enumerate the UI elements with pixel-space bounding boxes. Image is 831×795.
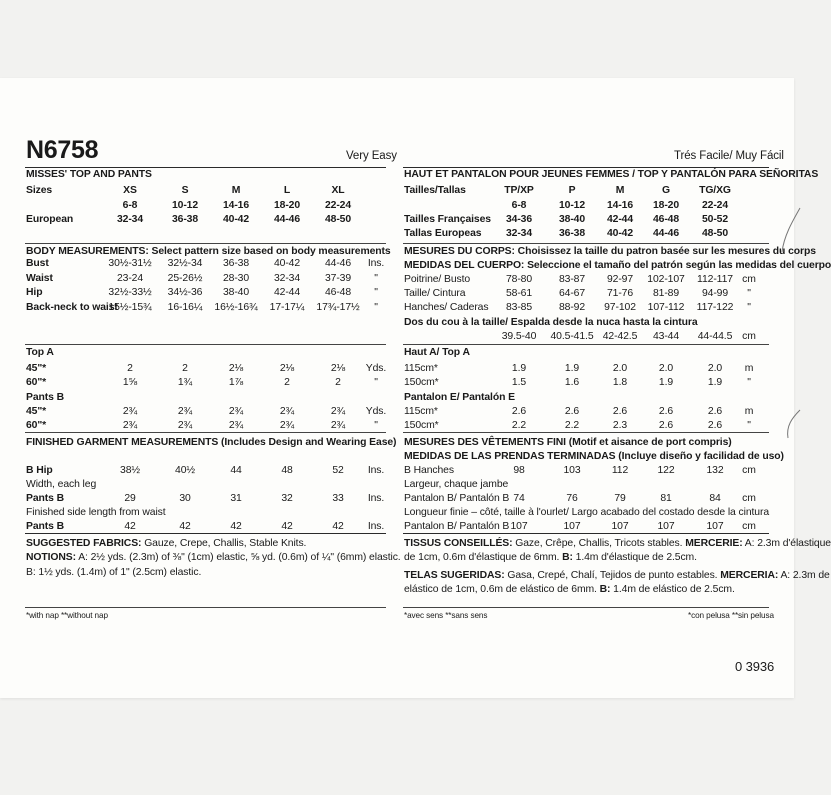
- pants-b-row-value: 2¾: [177, 406, 193, 417]
- top-a-row-value: 1⅞: [228, 377, 244, 388]
- finished-width-intl-value: 74: [513, 493, 525, 504]
- finished-b-hip-value: 44: [230, 465, 242, 476]
- european-size: 48-50: [324, 214, 352, 225]
- pants-b-row-value: 2¾: [228, 406, 244, 417]
- nap-footnote: *with nap **without nap: [26, 611, 108, 620]
- side-length-label: Finished side length from waist: [26, 507, 166, 518]
- finished-length-intl-value: 107: [706, 521, 724, 532]
- body-row-value: 44-46: [324, 258, 352, 269]
- pants-b-row-intl-unit: m: [744, 406, 754, 417]
- body-row-value: 40-42: [273, 258, 301, 269]
- section-heading: MISSES' TOP AND PANTS: [26, 169, 152, 180]
- size-range-intl: 14-16: [606, 200, 634, 211]
- finished-pants-width-value: 33: [332, 493, 344, 504]
- french-size: 42-44: [606, 214, 634, 225]
- top-a-row-intl-value: 1.9: [707, 377, 723, 388]
- european-size: 32-34: [116, 214, 144, 225]
- finished-pants-length-label: Pants B: [26, 521, 64, 532]
- pants-b-row-intl-value: 2.6: [707, 406, 723, 417]
- finished-b-hip-value: 38½: [120, 465, 140, 476]
- notions-line-2: B: 1½ yds. (1.4m) of 1" (2.5cm) elastic.: [26, 567, 202, 578]
- body-row-intl-unit: ": [747, 302, 751, 313]
- finished-hanches-unit: cm: [742, 465, 756, 476]
- finished-width-intl-value: 76: [566, 493, 578, 504]
- size-range-intl: 10-12: [558, 200, 586, 211]
- size-range: 22-24: [324, 200, 352, 211]
- top-a-row-intl-value: 1.9: [658, 377, 674, 388]
- size-range: 6-8: [122, 200, 138, 211]
- french-sizes-label: Tailles Françaises: [404, 214, 491, 225]
- top-a-row-intl-value: 1.6: [564, 377, 580, 388]
- body-row-intl-value: 102-107: [647, 274, 685, 285]
- finished-hanches-label: B Hanches: [404, 465, 454, 476]
- pants-b-row-intl-value: 2.6: [658, 406, 674, 417]
- body-row-value: 25-26½: [167, 273, 203, 284]
- top-a-row-intl-value: 2.0: [707, 363, 723, 374]
- body-row-value: 34½-36: [167, 287, 203, 298]
- finished-width-intl-value: 79: [614, 493, 626, 504]
- european-size: 44-46: [273, 214, 301, 225]
- notions-label: NOTIONS:: [26, 552, 76, 563]
- body-row-label: Back-neck to waist: [26, 302, 118, 313]
- body-row-intl-value: 78-80: [505, 274, 533, 285]
- finished-pants-width-value: 29: [124, 493, 136, 504]
- pants-b-row-value: 2¾: [330, 420, 346, 431]
- finished-length-intl-value: 107: [563, 521, 581, 532]
- top-a-row-label: 60"*: [26, 377, 47, 388]
- body-row-value: 17¾-17½: [316, 302, 360, 313]
- finished-pants-length-value: 42: [230, 521, 242, 532]
- notions-text: A: 2½ yds. (2.3m) of ⅜" (1cm) elastic, ⅝ yd. (0.6m) of ¼" (6mm) elastic.: [76, 552, 401, 563]
- finished-heading-es: MEDIDAS DE LAS PRENDAS TERMINADAS (Incluye diseño y facilidad de uso): [404, 451, 784, 462]
- european-size-intl: 40-42: [606, 228, 634, 239]
- finished-hanches-value: 98: [513, 465, 525, 476]
- body-row-intl-value: 112-117: [697, 274, 733, 285]
- body-row-value: 15½-15¾: [108, 302, 152, 313]
- top-a-row-intl-unit: m: [744, 363, 754, 374]
- finished-pants-length-value: 42: [332, 521, 344, 532]
- pants-b-row-label: 60"*: [26, 420, 47, 431]
- es-notions-text: A: 2.3m de: [778, 570, 830, 581]
- body-row-value: 32½-33½: [108, 287, 152, 298]
- width-label: Width, each leg: [26, 479, 97, 490]
- finished-b-hip-value: 48: [281, 465, 293, 476]
- european-size-intl: 32-34: [505, 228, 533, 239]
- pants-b-row-intl-value: 2.6: [658, 420, 674, 431]
- finished-length-intl-value: 107: [611, 521, 629, 532]
- body-row-intl-label: Hanches/ Caderas: [404, 302, 489, 313]
- finished-width-intl-label: Pantalon B/ Pantalón B: [404, 493, 510, 504]
- pants-b-row-label: 45"*: [26, 406, 47, 417]
- body-row-value: 46-48: [324, 287, 352, 298]
- size-code: XS: [123, 185, 137, 196]
- top-a-row-value: 2⅛: [279, 363, 295, 374]
- fr-fabrics-text: Gaze, Crêpe, Challis, Tricots stables.: [512, 538, 686, 549]
- european-size-intl: 44-46: [652, 228, 680, 239]
- size-range-intl: 6-8: [511, 200, 527, 211]
- body-row-intl-value: 92-97: [606, 274, 634, 285]
- pants-b-row-intl-value: 2.3: [612, 420, 628, 431]
- finished-pants-width-unit: Ins.: [367, 493, 385, 504]
- pants-b-heading: Pants B: [26, 392, 64, 403]
- pants-b-row-intl-unit: ": [747, 420, 751, 431]
- width-label-intl: Largeur, chaque jambe: [404, 479, 509, 490]
- es-fabrics-text: Gasa, Crepé, Chalí, Tejidos de punto estables.: [504, 570, 721, 581]
- top-a-row-unit: ": [374, 377, 378, 388]
- fr-line2-rest: 1.4m d'élastique de 2.5cm.: [572, 552, 697, 563]
- finished-pants-length-unit: Ins.: [367, 521, 385, 532]
- size-code: L: [283, 185, 291, 196]
- body-row-value: 32-34: [273, 273, 301, 284]
- french-size: 46-48: [652, 214, 680, 225]
- body-row-value: 16½-16¾: [214, 302, 258, 313]
- body-row-value: 32½-34: [167, 258, 203, 269]
- pants-b-row-unit: Yds.: [365, 406, 387, 417]
- body-row-intl-unit: ": [747, 288, 751, 299]
- finished-width-intl-value: 84: [709, 493, 721, 504]
- top-a-row-value: 2⅛: [330, 363, 346, 374]
- top-a-row-intl-value: 1.9: [511, 363, 527, 374]
- pants-b-row-unit: ": [374, 420, 378, 431]
- body-row-unit: ": [374, 302, 378, 313]
- fr-notions-text: A: 2.3m d'élastique: [742, 538, 831, 549]
- body-heading-es: MEDIDAS DEL CUERPO: Seleccione el tamaño del patrón según las medidas del cuerpo: [404, 260, 831, 271]
- es-fabrics-label: TELAS SUGERIDAS:: [404, 570, 505, 581]
- pants-b-row-value: 2¾: [279, 420, 295, 431]
- finished-b-hip-value: 40½: [175, 465, 195, 476]
- body-row-value: 42-44: [273, 287, 301, 298]
- garment-sketch-edge: [778, 200, 802, 460]
- top-a-heading-intl: Haut A/ Top A: [404, 347, 470, 358]
- finished-b-hip-unit: Ins.: [367, 465, 385, 476]
- french-size: 50-52: [701, 214, 729, 225]
- length-label-intl: Longueur finie – côté, taille à l'ourlet/ Largo acabado del costado desde la cintura: [404, 507, 770, 518]
- top-a-row-intl-value: 1.5: [511, 377, 527, 388]
- finished-length-intl-unit: cm: [742, 521, 756, 532]
- body-row-intl-unit: cm: [742, 274, 756, 285]
- fabrics-label: SUGGESTED FABRICS:: [26, 538, 142, 549]
- back-neck-value-intl: 40.5-41.5: [550, 331, 594, 342]
- top-a-row-value: 2: [127, 363, 133, 374]
- finished-hanches-value: 112: [611, 465, 629, 476]
- finished-width-intl-unit: cm: [742, 493, 756, 504]
- fr-notions-label: MERCERIE:: [685, 538, 743, 549]
- french-size: 38-40: [558, 214, 586, 225]
- suggested-fabrics: [26, 538, 306, 550]
- body-row-intl-value: 58-61: [505, 288, 533, 299]
- pants-b-row-value: 2¾: [122, 406, 138, 417]
- pants-b-row-intl-label: 115cm*: [404, 406, 438, 417]
- top-a-row-intl-value: 2.0: [612, 363, 628, 374]
- french-size: 34-36: [505, 214, 533, 225]
- finished-pants-width-value: 32: [281, 493, 293, 504]
- body-row-intl-value: 64-67: [558, 288, 586, 299]
- top-a-row-intl-label: 150cm*: [404, 377, 439, 388]
- body-row-intl-value: 83-87: [558, 274, 586, 285]
- finished-width-intl-value: 81: [660, 493, 672, 504]
- size-code-intl: TP/XP: [504, 185, 534, 196]
- back-neck-value-intl: 42-42.5: [602, 331, 638, 342]
- body-row-value: 17-17¼: [269, 302, 305, 313]
- top-a-row-intl-value: 1.8: [612, 377, 628, 388]
- size-code-intl: M: [615, 185, 625, 196]
- pattern-number: N6758: [26, 136, 99, 164]
- body-row-value: 30½-31½: [108, 258, 152, 269]
- finished-measurements-heading: FINISHED GARMENT MEASUREMENTS (Includes Design and Wearing Ease): [26, 437, 397, 448]
- body-row-unit: ": [374, 273, 378, 284]
- finished-length-intl-value: 107: [510, 521, 528, 532]
- finished-hanches-value: 103: [563, 465, 581, 476]
- body-row-unit: Ins.: [367, 258, 385, 269]
- back-neck-value-intl: 39.5-40: [501, 331, 537, 342]
- size-range-intl: 18-20: [652, 200, 680, 211]
- fr-line2-b: B:: [562, 552, 573, 563]
- back-neck-label-intl: Dos du cou à la taille/ Espalda desde la nuca hasta la cintura: [404, 317, 698, 328]
- pants-b-row-intl-label: 150cm*: [404, 420, 439, 431]
- body-row-intl-value: 94-99: [701, 288, 729, 299]
- back-neck-value-intl: 44-44.5: [697, 331, 733, 342]
- pants-b-row-value: 2¾: [228, 420, 244, 431]
- size-range: 18-20: [273, 200, 301, 211]
- pants-b-row-intl-value: 2.6: [564, 406, 580, 417]
- body-row-value: 38-40: [222, 287, 250, 298]
- top-a-row-value: 2: [182, 363, 188, 374]
- finished-heading-fr: MESURES DES VÊTEMENTS FINI (Motif et aisance de port compris): [404, 437, 732, 448]
- size-code: S: [181, 185, 189, 196]
- size-range: 14-16: [222, 200, 250, 211]
- pants-b-row-value: 2¾: [279, 406, 295, 417]
- top-a-row-value: 2: [284, 377, 290, 388]
- fr-fabrics-label: TISSUS CONSEILLÉS:: [404, 538, 513, 549]
- body-row-intl-value: 83-85: [505, 302, 533, 313]
- body-row-label: Bust: [26, 258, 49, 269]
- finished-hanches-value: 132: [706, 465, 724, 476]
- fabrics-text: Gauze, Crepe, Challis, Stable Knits.: [141, 538, 307, 549]
- pants-b-row-value: 2¾: [330, 406, 346, 417]
- size-code-intl: G: [662, 185, 670, 196]
- es-notions-line-2: [404, 584, 735, 596]
- body-row-intl-value: 107-112: [647, 302, 685, 313]
- top-a-row-value: 1⅝: [122, 377, 138, 388]
- top-a-row-label: 45"*: [26, 363, 47, 374]
- european-size-intl: 36-38: [558, 228, 586, 239]
- body-row-label: Waist: [26, 273, 53, 284]
- top-a-row-value: 2⅛: [228, 363, 244, 374]
- body-row-value: 36-38: [222, 258, 250, 269]
- size-code-intl: P: [568, 185, 576, 196]
- finished-b-hip-label: B Hip: [26, 465, 53, 476]
- back-neck-value-intl: 43-44: [652, 331, 680, 342]
- top-a-row-intl-value: 1.9: [564, 363, 580, 374]
- fr-notions-line-2: [404, 552, 697, 564]
- difficulty-label: Very Easy: [346, 150, 397, 162]
- body-heading-fr: MESURES DU CORPS: Choisissez la taille du patron basée sur les mesures du corps: [404, 246, 816, 257]
- finished-pants-width-label: Pants B: [26, 493, 64, 504]
- body-row-intl-value: 88-92: [558, 302, 586, 313]
- finished-pants-width-value: 30: [179, 493, 191, 504]
- body-row-value: 28-30: [222, 273, 250, 284]
- finished-pants-length-value: 42: [124, 521, 136, 532]
- finished-hanches-value: 122: [657, 465, 675, 476]
- top-a-row-intl-unit: ": [747, 377, 751, 388]
- body-row-intl-label: Poitrine/ Busto: [404, 274, 471, 285]
- barcode-number: 0 3936: [735, 659, 775, 674]
- es-line2-b: B:: [599, 584, 611, 595]
- body-row-intl-value: 97-102: [604, 302, 636, 313]
- european-label: European: [26, 214, 74, 225]
- body-row-unit: ": [374, 287, 378, 298]
- pants-b-row-intl-value: 2.6: [511, 406, 527, 417]
- european-size: 40-42: [222, 214, 250, 225]
- body-row-intl-value: 71-76: [606, 288, 634, 299]
- finished-b-hip-value: 52: [332, 465, 344, 476]
- top-a-heading: Top A: [26, 347, 54, 358]
- top-a-row-value: 1¾: [177, 377, 193, 388]
- pants-b-heading-intl: Pantalon E/ Pantalón E: [404, 392, 515, 403]
- top-a-row-intl-value: 2.0: [658, 363, 674, 374]
- es-fabrics-line: [404, 570, 830, 582]
- es-line2-text: elástico de 1cm, 0.6m de elástico de 6mm.: [404, 584, 600, 595]
- top-a-row-unit: Yds.: [365, 363, 387, 374]
- top-a-row-value: 2: [335, 377, 341, 388]
- notions-line: [26, 552, 401, 564]
- body-row-value: 23-24: [116, 273, 144, 284]
- pants-b-row-intl-value: 2.2: [564, 420, 580, 431]
- european-sizes-label-intl: Tallas Europeas: [404, 228, 482, 239]
- es-notions-label: MERCERIA:: [720, 570, 779, 581]
- pants-b-row-intl-value: 2.2: [511, 420, 527, 431]
- difficulty-label-intl: Trés Facile/ Muy Fácil: [674, 150, 784, 162]
- european-size-intl: 48-50: [701, 228, 729, 239]
- finished-length-intl-value: 107: [657, 521, 675, 532]
- pants-b-row-intl-value: 2.6: [707, 420, 723, 431]
- body-row-value: 16-16¼: [167, 302, 203, 313]
- fr-footnote: *avec sens **sans sens: [404, 611, 488, 620]
- size-code-intl: TG/XG: [699, 185, 731, 196]
- fr-line2-text: de 1cm, 0.6m d'élastique de 6mm.: [404, 552, 563, 563]
- pants-b-row-value: 2¾: [177, 420, 193, 431]
- es-footnote: *con pelusa **sin pelusa: [688, 611, 774, 620]
- size-code: XL: [331, 185, 345, 196]
- es-line2-rest: 1.4m de elástico de 2.5cm.: [610, 584, 735, 595]
- finished-pants-length-value: 42: [281, 521, 293, 532]
- sizes-label: Sizes: [26, 185, 53, 196]
- section-heading-intl: HAUT ET PANTALON POUR JEUNES FEMMES / TOP Y PANTALÓN PARA SEÑORITAS: [404, 169, 819, 180]
- finished-pants-length-value: 42: [179, 521, 191, 532]
- top-a-row-intl-label: 115cm*: [404, 363, 438, 374]
- sizes-label-intl: Tailles/Tallas: [404, 185, 466, 196]
- size-range-intl: 22-24: [701, 200, 729, 211]
- size-range: 10-12: [171, 200, 199, 211]
- body-row-intl-value: 81-89: [652, 288, 680, 299]
- back-neck-unit-intl: cm: [742, 331, 756, 342]
- european-size: 36-38: [171, 214, 199, 225]
- body-row-intl-value: 117-122: [696, 302, 734, 313]
- body-row-value: 37-39: [324, 273, 352, 284]
- pants-b-row-intl-value: 2.6: [612, 406, 628, 417]
- fr-fabrics-line: [404, 538, 831, 550]
- size-code: M: [231, 185, 241, 196]
- body-row-intl-label: Taille/ Cintura: [404, 288, 466, 299]
- body-measurements-heading: BODY MEASUREMENTS: Select pattern size based on body measurements: [26, 246, 391, 257]
- finished-length-intl-label: Pantalon B/ Pantalón B: [404, 521, 510, 532]
- finished-pants-width-value: 31: [230, 493, 242, 504]
- pants-b-row-value: 2¾: [122, 420, 138, 431]
- body-row-label: Hip: [26, 287, 43, 298]
